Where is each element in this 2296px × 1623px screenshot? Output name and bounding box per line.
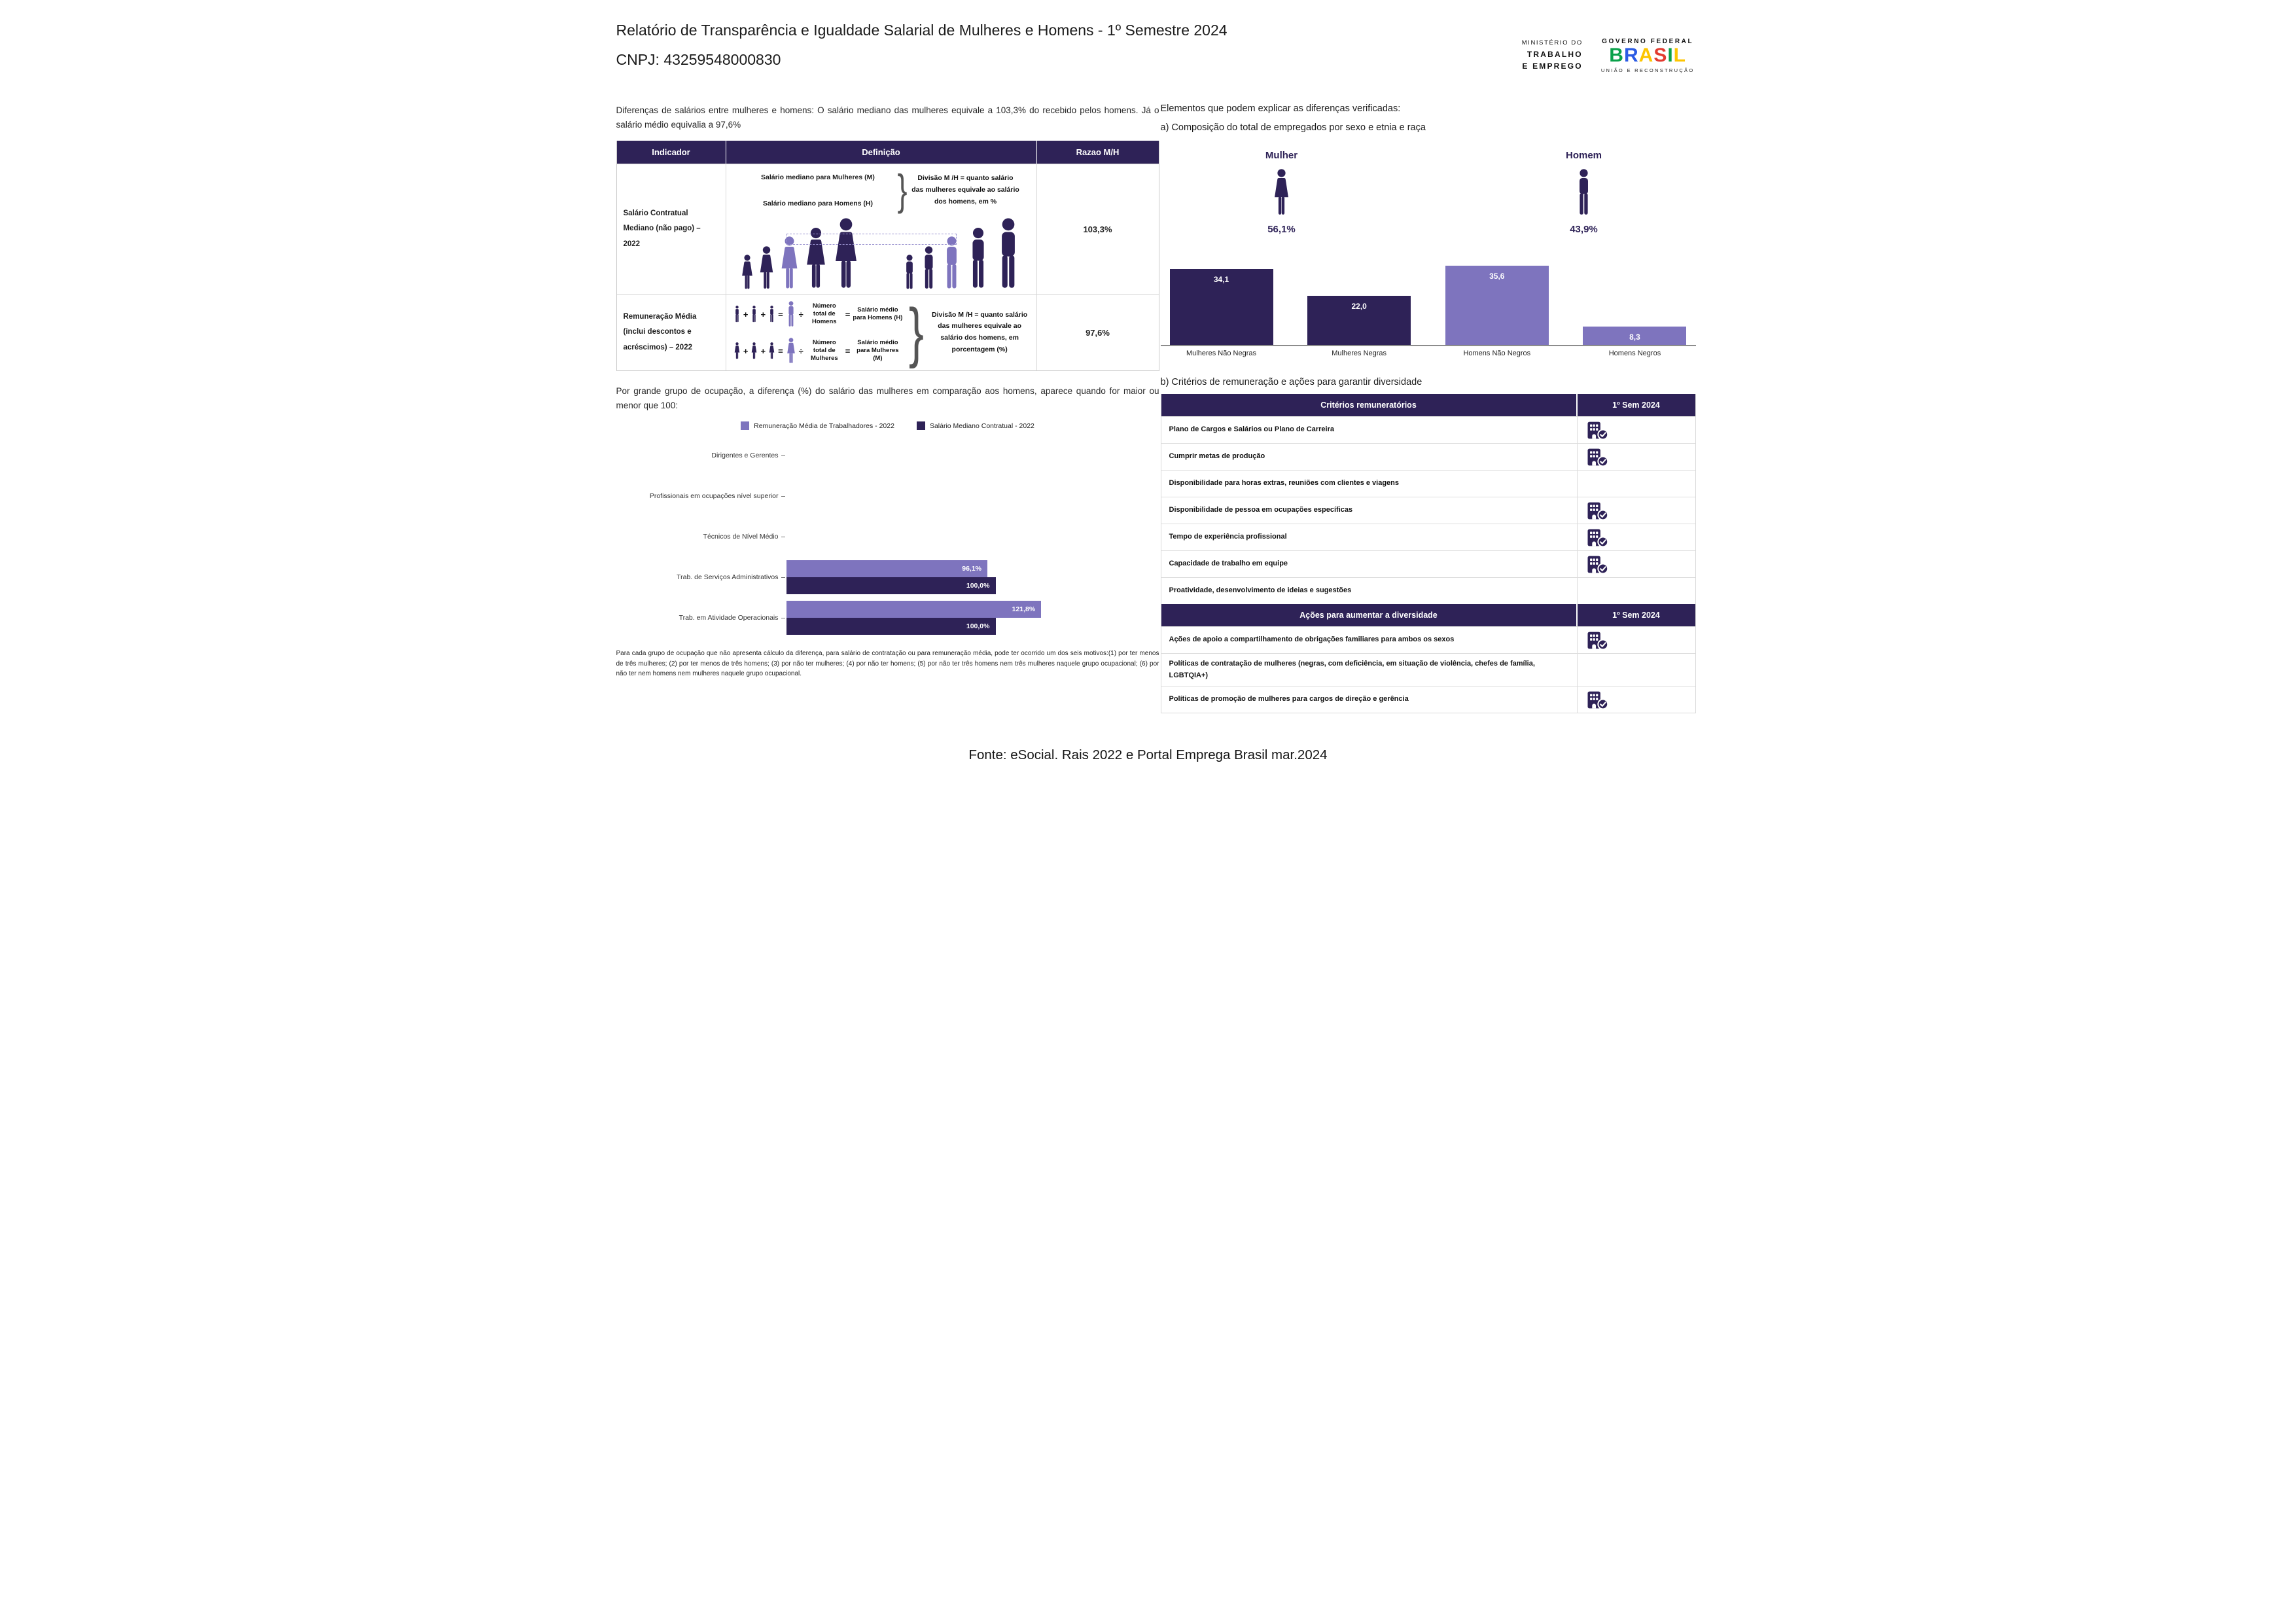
legend-swatch-dark xyxy=(917,421,925,430)
bar-value-label: 121,8% xyxy=(1012,605,1036,614)
building-check-icon xyxy=(1587,554,1609,575)
man-icon xyxy=(994,218,1023,290)
women-count-label: Número total de Mulheres xyxy=(810,338,838,363)
median-connector-box xyxy=(786,234,957,245)
man-icon xyxy=(902,255,917,290)
chart-row xyxy=(616,435,1159,476)
table-row xyxy=(1161,524,1695,550)
logo-block xyxy=(1522,38,1695,73)
period-header: 1º Sem 2024 xyxy=(1612,401,1660,410)
population-illustration xyxy=(730,214,1033,290)
table-row xyxy=(1161,443,1695,470)
bar-salario-mediano xyxy=(786,618,996,635)
woman-icon-highlight xyxy=(786,338,796,364)
col-header-razao: Razao M/H xyxy=(1076,147,1120,158)
plus-operator: + xyxy=(760,346,766,356)
criteria-table xyxy=(1161,394,1696,713)
brasil-logo-letter: S xyxy=(1653,45,1668,66)
brasil-logo-letter: I xyxy=(1667,45,1674,66)
criterion-label: Cumprir metas de produção xyxy=(1161,444,1578,470)
man-icon xyxy=(733,306,741,323)
governo-federal-label: GOVERNO FEDERAL xyxy=(1602,38,1694,45)
section-b-title: b) Critérios de remuneração e ações para garantir diversidade xyxy=(1160,377,1422,387)
indicator-name: Remuneração Média (inclui descontos e acréscimos) – 2022 xyxy=(617,294,726,370)
woman-label: Mulher xyxy=(1265,150,1298,161)
bar-homens-nao-negros xyxy=(1445,266,1549,345)
brasil-logo-letter: B xyxy=(1609,45,1624,66)
equals-operator: = xyxy=(845,346,851,356)
action-label: Políticas de contratação de mulheres (negras, com deficiência, em situação de violência, chefes de família, LGBTQIA+) xyxy=(1161,654,1578,686)
brace-decoration: } xyxy=(897,166,908,215)
woman-icon xyxy=(740,255,754,290)
woman-icon xyxy=(751,342,758,359)
table-row xyxy=(1161,686,1695,713)
ministry-logo xyxy=(1522,39,1583,73)
left-column xyxy=(616,103,1159,679)
axis-tick xyxy=(781,455,785,456)
salary-difference-intro: Diferenças de salários entre mulheres e homens: O salário mediano das mulheres equivale a 103,3% do recebido pelos homens. Já o salário médio equivalia a 97,6% xyxy=(616,105,1159,130)
criterion-label: Plano de Cargos e Salários ou Plano de Carreira xyxy=(1161,417,1578,443)
table-row xyxy=(1161,470,1695,497)
brasil-logo xyxy=(1601,45,1695,66)
man-icon xyxy=(966,227,991,290)
bar-value-label: 22,0 xyxy=(1351,302,1367,312)
category-label: Mulheres Negras xyxy=(1332,349,1387,357)
category-label: Homens Negros xyxy=(1608,349,1661,357)
bar-remuneracao-media xyxy=(786,601,1042,618)
woman-icon xyxy=(733,342,741,359)
actions-header-row xyxy=(1161,604,1695,626)
equals-operator: = xyxy=(778,309,783,319)
table-row xyxy=(1161,497,1695,524)
equals-operator: = xyxy=(778,346,783,356)
indicator-table xyxy=(616,141,1159,371)
category-label: Técnicos de Nível Médio xyxy=(703,533,779,541)
chart-row xyxy=(616,476,1159,516)
criteria-header: Critérios remuneratórios xyxy=(1161,394,1578,416)
x-axis-line xyxy=(1161,345,1696,346)
actions-header: Ações para aumentar a diversidade xyxy=(1161,604,1578,626)
occupation-bar-chart xyxy=(616,435,1159,638)
bar-value-label: 35,6 xyxy=(1489,271,1505,281)
ministry-line: E EMPREGO xyxy=(1522,62,1583,71)
division-explanation: Divisão M /H = quanto salário das mulheres equivale ao salário dos homens, em % xyxy=(911,174,1019,206)
occupation-chart-intro: Por grande grupo de ocupação, a diferença (%) do salário das mulheres em comparação aos homens, aparece quando for maior ou menor que 100: xyxy=(616,386,1159,410)
median-women-label: Salário mediano para Mulheres (M) xyxy=(761,173,875,182)
ministry-line: MINISTÉRIO DO xyxy=(1521,39,1583,46)
men-average-formula xyxy=(733,301,903,327)
criterion-label: Disponibilidade de pessoa em ocupações específicas xyxy=(1161,497,1578,524)
legend-item xyxy=(917,421,1034,430)
building-check-icon xyxy=(1587,447,1609,467)
bar-value-label: 8,3 xyxy=(1629,332,1640,342)
col-header-indicador: Indicador xyxy=(617,141,726,164)
category-label: Trab. em Atividade Operacionais xyxy=(679,614,779,622)
cnpj-line: CNPJ: 43259548000830 xyxy=(616,50,781,68)
category-label: Mulheres Não Negras xyxy=(1186,349,1256,357)
legend-label: Remuneração Média de Trabalhadores - 2022 xyxy=(754,421,894,430)
brasil-logo-letter: L xyxy=(1673,45,1686,66)
plus-operator: + xyxy=(760,309,766,319)
category-label: Homens Não Negros xyxy=(1463,349,1531,357)
women-average-formula xyxy=(733,338,903,364)
plus-operator: + xyxy=(743,346,749,356)
bar-remuneracao-media xyxy=(786,560,988,577)
man-label: Homem xyxy=(1565,150,1602,161)
legend-label: Salário Mediano Contratual - 2022 xyxy=(929,421,1034,430)
composition-bar-chart xyxy=(1161,252,1696,357)
criterion-label: Tempo de experiência profissional xyxy=(1161,524,1578,550)
men-count-label: Número total de Homens xyxy=(812,302,837,326)
brasil-logo-letter: R xyxy=(1623,45,1639,66)
building-check-icon xyxy=(1587,420,1609,440)
women-average-label: Salário médio para Mulheres (M) xyxy=(857,338,899,363)
ratio-value: 103,3% xyxy=(1083,224,1112,234)
criterion-label: Proatividade, desenvolvimento de ideias e sugestões xyxy=(1161,578,1578,604)
action-label: Ações de apoio a compartilhamento de obrigações familiares para ambos os sexos xyxy=(1161,627,1578,653)
man-share xyxy=(1519,150,1650,235)
divide-operator: ÷ xyxy=(798,309,804,319)
men-average-label: Salário médio para Homens (H) xyxy=(853,306,903,322)
man-icon xyxy=(1574,169,1593,216)
definition-cell xyxy=(726,294,1037,370)
woman-icon xyxy=(768,342,775,359)
source-line: Fonte: eSocial. Rais 2022 e Portal Emprega Brasil mar.2024 xyxy=(968,747,1328,762)
woman-icon xyxy=(832,218,860,290)
indicator-name: Salário Contratual Mediano (não pago) – 2022 xyxy=(617,164,726,294)
division-explanation: Divisão M /H = quanto salário das mulheres equivale ao salário dos homens, em porcentagem (%) xyxy=(932,310,1028,354)
man-icon-highlight xyxy=(786,301,796,327)
table-row xyxy=(1161,626,1695,653)
man-icon xyxy=(751,306,758,323)
bar-value-label: 96,1% xyxy=(962,565,982,573)
page-title: Relatório de Transparência e Igualdade Salarial de Mulheres e Homens - 1º Semestre 2024 xyxy=(616,22,1227,39)
criterion-label: Disponibilidade para horas extras, reuniões com clientes e viagens xyxy=(1161,471,1578,497)
man-icon xyxy=(768,306,775,323)
governo-federal-logo xyxy=(1601,38,1695,73)
elements-title: Elementos que podem explicar as diferenças verificadas: xyxy=(1160,103,1401,114)
legend-item xyxy=(741,421,894,430)
table-row xyxy=(1161,550,1695,577)
chart-legend xyxy=(616,421,1159,430)
gov-tagline: UNIÃO E RECONSTRUÇÃO xyxy=(1600,67,1695,73)
category-label: Trab. de Serviços Administrativos xyxy=(677,573,779,582)
bar-homens-negros xyxy=(1583,327,1686,345)
woman-icon xyxy=(1272,169,1291,216)
table-row xyxy=(617,294,1159,370)
legend-swatch-light xyxy=(741,421,749,430)
brasil-logo-letter: A xyxy=(1638,45,1654,66)
axis-tick xyxy=(781,496,785,497)
ratio-value: 97,6% xyxy=(1086,327,1110,338)
ministry-line: TRABALHO xyxy=(1527,49,1583,59)
woman-share xyxy=(1216,150,1347,235)
brace-decoration: } xyxy=(909,296,925,370)
bar-value-label: 34,1 xyxy=(1213,275,1229,285)
gender-split xyxy=(1216,150,1696,235)
definition-cell xyxy=(726,164,1037,294)
table-row xyxy=(617,164,1159,294)
report-page xyxy=(574,0,1722,812)
building-check-icon xyxy=(1587,690,1609,710)
chart-row xyxy=(616,557,1159,597)
man-icon xyxy=(920,246,938,290)
equals-operator: = xyxy=(845,309,851,319)
median-men-label: Salário mediano para Homens (H) xyxy=(762,200,873,208)
right-column xyxy=(1161,103,1696,713)
bar-mulheres-nao-negras xyxy=(1170,269,1273,345)
period-header: 1º Sem 2024 xyxy=(1612,611,1660,620)
bar-value-label: 100,0% xyxy=(966,582,990,590)
building-check-icon xyxy=(1587,630,1609,651)
bar-mulheres-negras xyxy=(1307,296,1411,345)
bar-value-label: 100,0% xyxy=(966,622,990,631)
col-header-definicao: Definição xyxy=(726,141,1037,164)
table-row xyxy=(1161,653,1695,686)
category-label: Dirigentes e Gerentes xyxy=(711,452,779,460)
woman-icon xyxy=(758,246,775,290)
building-check-icon xyxy=(1587,527,1609,548)
table-row xyxy=(1161,577,1695,604)
criteria-header-row xyxy=(1161,394,1695,416)
building-check-icon xyxy=(1587,501,1609,521)
criterion-label: Capacidade de trabalho em equipe xyxy=(1161,551,1578,577)
indicator-table-header xyxy=(617,141,1159,164)
chart-row xyxy=(616,516,1159,557)
table-row xyxy=(1161,416,1695,443)
bar-salario-mediano xyxy=(786,577,996,594)
category-label: Profissionais em ocupações nível superior xyxy=(649,492,779,501)
axis-tick xyxy=(781,577,785,578)
woman-percentage: 56,1% xyxy=(1267,224,1296,235)
man-percentage: 43,9% xyxy=(1570,224,1598,235)
report-header xyxy=(616,16,1227,75)
plus-operator: + xyxy=(743,309,749,319)
occupation-footnote: Para cada grupo de ocupação que não apresenta cálculo da diferença, para salário de contratação ou para remuneração média, pode ter ocorrido um dos seis motivos:(1) por ter menos de três mulheres; (2) por ter menos de três homens; (3) por não ter mulheres; (4) por não ter homens; (5) por não ter três homens nem três mulheres naquele grupo ocupacional; (6) por não ter nem homens nem mulheres naquele grupo ocupacional. xyxy=(616,650,1159,678)
divide-operator: ÷ xyxy=(798,346,804,356)
action-label: Políticas de promoção de mulheres para cargos de direção e gerência xyxy=(1161,687,1578,713)
chart-row xyxy=(616,597,1159,638)
section-a-title: a) Composição do total de empregados por sexo e etnia e raça xyxy=(1160,122,1426,133)
